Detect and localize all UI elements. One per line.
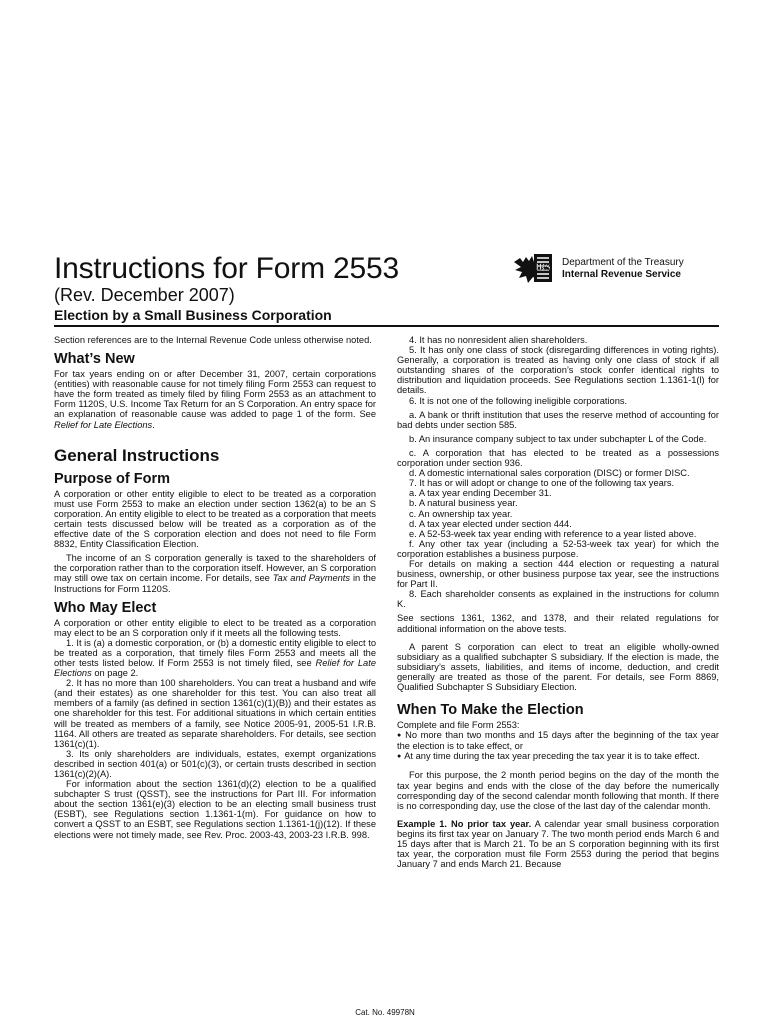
- qsub-text: A parent S corporation can elect to treat an eligible wholly-owned subsidiary as a qualified subchapter S subsidiary. If the election is made, the subsidiary’s assets, liabilities, and items of income, deduction, and credit generally are treated as those of the parent. For details, see Form 8869, Qualified Subchapter S Subsidiary Election.: [397, 641, 719, 692]
- test-7d: d. A tax year elected under section 444.: [409, 518, 572, 529]
- who-text-3: 2. It has no more than 100 shareholders. You can treat a husband and wife (and their estates) as one shareholder for this test. You can also treat all members of a family (as defined in section 1361(c)(1)(B)) and their estates as one shareholder for this test. For additional situations in which certain entities will be treated as members of a family, see Notice 2005-91, 2005-51 I.R.B. 1164. All others are treated as separate shareholders. For details, see section 1361(c)(1).: [54, 678, 376, 749]
- whats-new-heading: What’s New: [54, 351, 135, 368]
- who-text-2: 1. It is (a) a domestic corporation, or (b) a domestic entity eligible to elect to be treated as a corporation, that timely files Form 2553 and meets all the other tests listed below. If Form 2553 is not timely filed, see Relief for Late Elections on page 2.: [54, 637, 376, 679]
- test-7c: c. An ownership tax year.: [409, 508, 513, 519]
- test-4: 4. It has no nonresident alien shareholders.: [409, 335, 588, 345]
- when-period-text: For this purpose, the 2 month period begins on the day of the month the tax year begins and ends with the close of the day before the numerically corresponding day of the second calendar month following that month. If there is no corresponding day, use the close of the last day of the calendar month.: [397, 770, 719, 811]
- relief-link: Relief for Late Elections: [54, 419, 153, 430]
- test-6b: b. An insurance company subject to tax under subchapter L of the Code.: [409, 433, 707, 444]
- test-8: 8. Each shareholder consents as explained in the instructions for column K.: [397, 589, 719, 610]
- who-text-5: For information about the section 1361(d)(2) election to be a qualified subchapter S trust (QSST), see the instructions for Part III. For information about the section 1361(e)(3) election to be an electing small business trust (ESBT), see Regulations section 1.1361-1(m). For guidance on how to convert a QSST to an ESBT, see Regulations section 1.1361-1(j)(12). If these elections were not timely made, see Rev. Proc. 2003-43, 2003-23 I.R.B. 998.: [54, 779, 376, 840]
- irs-eagle-icon: [512, 252, 554, 286]
- agency-irs: Internal Revenue Service: [562, 269, 681, 280]
- purpose-text-2: The income of an S corporation generally is taxed to the shareholders of the corporation rather than to the corporation itself. However, an S corporation may still owe tax on certain income. For details, see Tax and Payments in the Instructions for Form 1120S.: [54, 553, 377, 594]
- general-instructions-heading: General Instructions: [54, 445, 220, 465]
- test-6d: d. A domestic international sales corporation (DISC) or former DISC.: [409, 468, 690, 479]
- test-7b: b. A natural business year.: [409, 498, 518, 509]
- agency-block: [512, 252, 684, 286]
- tax-payments-link: Tax and Payments: [272, 573, 351, 584]
- test-7-details: For details on making a section 444 election or requesting a natural business, ownership, or other business purpose tax year, see the instructions for Part II.: [397, 558, 719, 590]
- test-6: 6. It is not one of the following ineligible corporations.: [409, 395, 628, 406]
- test-7f: f. Any other tax year (including a 52-53-week tax year) for which the corporation establishes a business purpose.: [397, 538, 719, 559]
- test-7a: a. A tax year ending December 31.: [409, 488, 552, 499]
- purpose-heading: Purpose of Form: [54, 470, 171, 487]
- who-may-elect-heading: Who May Elect: [54, 599, 157, 616]
- example-1-label: Example 1. No prior tax year.: [397, 818, 532, 829]
- right-column: [397, 335, 719, 869]
- example-1: Example 1. No prior tax year. A calendar year small business corporation begins its first tax year on January 7. The two month period ends March 6 and 15 days after that is March 21. To be an S corporation beginning with its first tax year, the corporation must file Form 2553 during the period that begins January 7 and ends March 21. Because: [397, 818, 719, 870]
- intro-text: Section references are to the Internal Revenue Code unless otherwise noted.: [54, 335, 372, 345]
- when-intro: Complete and file Form 2553:: [397, 720, 520, 731]
- test-6c: c. A corporation that has elected to be treated as a possessions corporation under section 936.: [397, 447, 719, 469]
- test-6a: a. A bank or thrift institution that uses the reserve method of accounting for bad debts under section 585.: [397, 409, 719, 430]
- left-column: [54, 335, 376, 840]
- who-text-4: 3. Its only shareholders are individuals, estates, exempt organizations described in section 401(a) or 501(c)(3), or certain trusts described in section 1361(c)(2)(A).: [54, 748, 376, 779]
- test-7: 7. It has or will adopt or change to one of the following tax years.: [409, 478, 675, 489]
- svg-text:IRS: IRS: [535, 262, 551, 272]
- sections-note: See sections 1361, 1362, and 1378, and their related regulations for additional information on the above tests.: [397, 613, 719, 634]
- when-heading: When To Make the Election: [397, 702, 584, 719]
- test-7e: e. A 52-53-week tax year ending with reference to a year listed above.: [409, 528, 697, 539]
- who-text-1: A corporation or other entity eligible to elect to be treated as a corporation may elect to be an S corporation only if it meets all the following tests.: [54, 617, 376, 638]
- whats-new-text: For tax years ending on or after December 31, 2007, certain corporations (entities) with reasonable cause for not timely filing Form 2553 can request to have the form treated as timely filed by filing Form 2553 as an attachment to Form 1120S, U.S. Income Tax Return for an S Corporation. An entry space for an explanation of reasonable cause was added to page 1 of the form. See Relief for Late Elections.: [54, 369, 376, 430]
- relief-link-2: Relief for Late Elections: [54, 657, 376, 679]
- page-title: Instructions for Form 2553: [54, 252, 399, 285]
- when-bullet-2: ● At any time during the tax year preceding the tax year it is to take effect.: [397, 751, 719, 762]
- purpose-text-1: A corporation or other entity eligible to elect to be treated as a corporation must use Form 2553 to make an election under section 1362(a) to be an S corporation. An entity eligible to elect to be treated as a corporation that meets certain tests discussed below will be treated as a corporation as of the effective date of the S corporation election and does not need to file Form 8832, Entity Classification Election.: [54, 488, 376, 550]
- revision-date: (Rev. December 2007): [54, 285, 235, 305]
- catalog-number: Cat. No. 49978N: [355, 1008, 415, 1017]
- header-rule: [54, 325, 719, 327]
- test-5: 5. It has only one class of stock (disregarding differences in voting rights). Generally, a corporation is treated as having only one class of stock if all outstanding shares of the corporation’s stock confer identical rights to distribution and liquidation proceeds. See Regulations section 1.1361-1(l) for details.: [397, 345, 719, 396]
- when-bullet-1: ● No more than two months and 15 days after the beginning of the tax year the election is to take effect, or: [397, 730, 719, 751]
- agency-department: Department of the Treasury: [562, 257, 684, 268]
- page-subtitle: Election by a Small Business Corporation: [54, 307, 332, 323]
